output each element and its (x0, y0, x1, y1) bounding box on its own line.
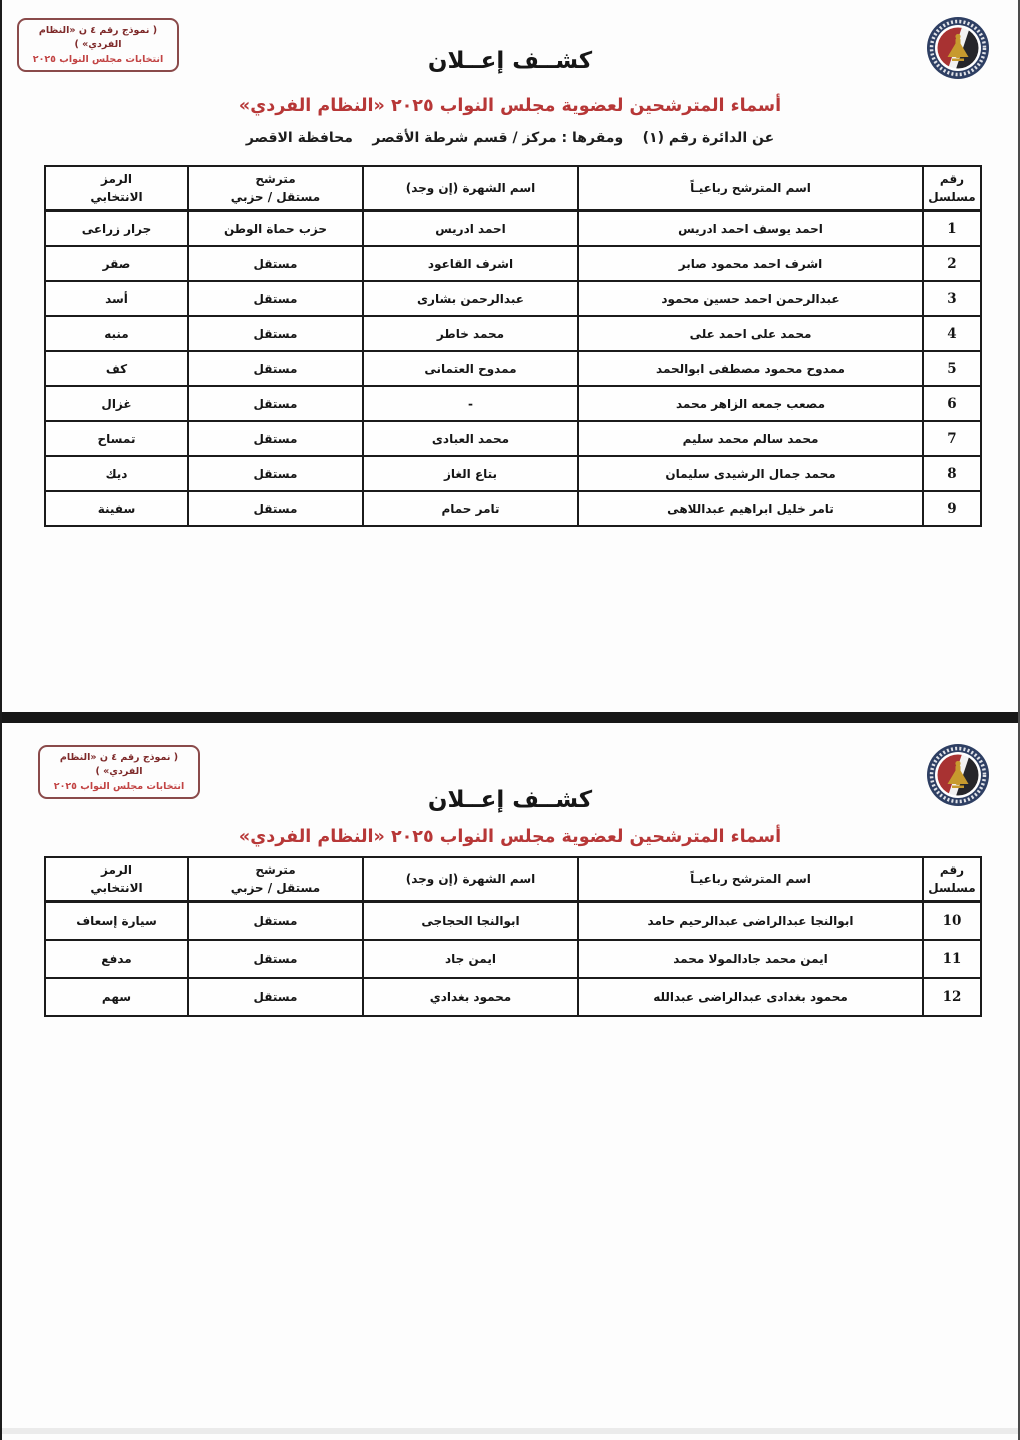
candidates-table-page-1 (44, 165, 982, 527)
column-header-party-line2: مستقل / حزبي (230, 190, 321, 204)
cell-party: مستقل (188, 351, 363, 386)
cell-symbol: كف (45, 351, 188, 386)
cell-symbol: تمساح (45, 421, 188, 456)
cell-nickname: ممدوح العتمانى (363, 351, 578, 386)
table-row (45, 902, 981, 941)
cell-name: محمد جمال الرشيدى سليمان (578, 456, 923, 491)
cell-name: محمد سالم محمد سليم (578, 421, 923, 456)
column-header-symbol (45, 166, 188, 211)
cell-nickname: - (363, 386, 578, 421)
candidates-list-title: أسماء المترشحين لعضوية مجلس النواب ٢٠٢٥ «النظام الفردي» (238, 827, 782, 847)
district-subtitle: عن الدائرة رقم (١) ومقرها : مركز / قسم شرطة الأقصر محافظة الاقصر (245, 130, 775, 146)
column-header-name: اسم المترشح رباعيـاً (578, 166, 923, 211)
cell-nickname: تامر حمام (363, 491, 578, 526)
cell-name: مصعب جمعه الزاهر محمد (578, 386, 923, 421)
cell-symbol: غزال (45, 386, 188, 421)
cell-name: احمد يوسف احمد ادريس (578, 211, 923, 247)
cell-party: مستقل (188, 386, 363, 421)
cell-symbol: صقر (45, 246, 188, 281)
column-header-nickname: اسم الشهرة (إن وجد) (363, 857, 578, 902)
cell-serial: 2 (923, 246, 981, 281)
table-row (45, 491, 981, 526)
form-note-line-2: انتخابات مجلس النواب ٢٠٢٥ (32, 53, 164, 65)
cell-party: حزب حماة الوطن (188, 211, 363, 247)
table-row (45, 386, 981, 421)
candidates-list-title: أسماء المترشحين لعضوية مجلس النواب ٢٠٢٥ «النظام الفردي» (238, 96, 782, 116)
column-header-nickname: اسم الشهرة (إن وجد) (363, 166, 578, 211)
cell-serial: 3 (923, 281, 981, 316)
cell-party: مستقل (188, 281, 363, 316)
page-2 (2, 723, 1018, 1434)
cell-symbol: سفينة (45, 491, 188, 526)
table-row (45, 316, 981, 351)
cell-serial: 11 (923, 940, 981, 978)
column-header-serial (923, 857, 981, 902)
column-header-serial (923, 166, 981, 211)
column-header-party (188, 166, 363, 211)
cell-party: مستقل (188, 940, 363, 978)
cell-symbol: سهم (45, 978, 188, 1016)
column-header-symbol-line1: الرمز (101, 172, 132, 186)
table-row (45, 940, 981, 978)
cell-name: محمد على احمد على (578, 316, 923, 351)
table-row (45, 246, 981, 281)
table-header-row (45, 166, 981, 211)
table-row (45, 978, 981, 1016)
cell-serial: 4 (923, 316, 981, 351)
cell-name: عبدالرحمن احمد حسين محمود (578, 281, 923, 316)
column-header-party-line1: مترشح (255, 863, 296, 877)
cell-nickname: عبدالرحمن بشارى (363, 281, 578, 316)
cell-symbol: منبه (45, 316, 188, 351)
cell-symbol: مدفع (45, 940, 188, 978)
cell-name: ابوالنجا عبدالراضى عبدالرحيم حامد (578, 902, 923, 941)
cell-nickname: ايمن جاد (363, 940, 578, 978)
cell-party: مستقل (188, 978, 363, 1016)
cell-serial: 5 (923, 351, 981, 386)
column-header-name: اسم المترشح رباعيـاً (578, 857, 923, 902)
cell-name: اشرف احمد محمود صابر (578, 246, 923, 281)
column-header-serial-line1: رقم (939, 172, 965, 186)
page-1 (2, 0, 1018, 712)
column-header-symbol-line1: الرمز (101, 863, 132, 877)
column-header-party-line1: مترشح (255, 172, 296, 186)
cell-nickname: محمد خاطر (363, 316, 578, 351)
cell-nickname: ابوالنجا الحجاجى (363, 902, 578, 941)
cell-party: مستقل (188, 491, 363, 526)
cell-nickname: محمد العبادى (363, 421, 578, 456)
cell-symbol: جرار زراعى (45, 211, 188, 247)
column-header-party-line2: مستقل / حزبي (230, 881, 321, 895)
page-title: كشــف إعــلان (427, 48, 593, 74)
form-note-line-1: ( نموذج رقم ٤ ن «النظام الفردي» ) (38, 25, 158, 51)
form-note-line-1: ( نموذج رقم ٤ ن «النظام الفردي» ) (59, 752, 179, 778)
cell-party: مستقل (188, 246, 363, 281)
page-divider (2, 712, 1018, 723)
column-header-symbol-line2: الانتخابي (90, 190, 143, 204)
cell-symbol: سيارة إسعاف (45, 902, 188, 941)
column-header-party (188, 857, 363, 902)
cell-serial: 9 (923, 491, 981, 526)
cell-serial: 8 (923, 456, 981, 491)
cell-party: مستقل (188, 456, 363, 491)
table-row (45, 351, 981, 386)
cell-nickname: احمد ادريس (363, 211, 578, 247)
form-note-line-2: انتخابات مجلس النواب ٢٠٢٥ (53, 780, 185, 792)
cell-party: مستقل (188, 902, 363, 941)
column-header-serial-line1: رقم (939, 863, 965, 877)
cell-serial: 10 (923, 902, 981, 941)
table-row (45, 281, 981, 316)
cell-party: مستقل (188, 316, 363, 351)
cell-name: ممدوح محمود مصطفى ابوالحمد (578, 351, 923, 386)
column-header-serial-line2: مسلسل (928, 881, 976, 895)
table-header-row (45, 857, 981, 902)
cell-serial: 12 (923, 978, 981, 1016)
cell-nickname: محمود بغدادي (363, 978, 578, 1016)
page-title: كشــف إعــلان (427, 787, 593, 813)
column-header-symbol-line2: الانتخابي (90, 881, 143, 895)
cell-name: تامر خليل ابراهيم عبداللاهى (578, 491, 923, 526)
cell-nickname: بتاع الغاز (363, 456, 578, 491)
cell-serial: 1 (923, 211, 981, 247)
cell-symbol: ديك (45, 456, 188, 491)
table-row (45, 421, 981, 456)
table-row (45, 456, 981, 491)
cell-symbol: أسد (45, 281, 188, 316)
cell-serial: 7 (923, 421, 981, 456)
table-row (45, 211, 981, 247)
cell-party: مستقل (188, 421, 363, 456)
column-header-symbol (45, 857, 188, 902)
scan-bottom-edge (2, 1428, 1018, 1434)
cell-name: ايمن محمد جادالمولا محمد (578, 940, 923, 978)
cell-serial: 6 (923, 386, 981, 421)
column-header-serial-line2: مسلسل (928, 190, 976, 204)
cell-nickname: اشرف القاعود (363, 246, 578, 281)
candidates-table-page-2 (44, 856, 982, 1017)
cell-name: محمود بغدادى عبدالراضى عبدالله (578, 978, 923, 1016)
